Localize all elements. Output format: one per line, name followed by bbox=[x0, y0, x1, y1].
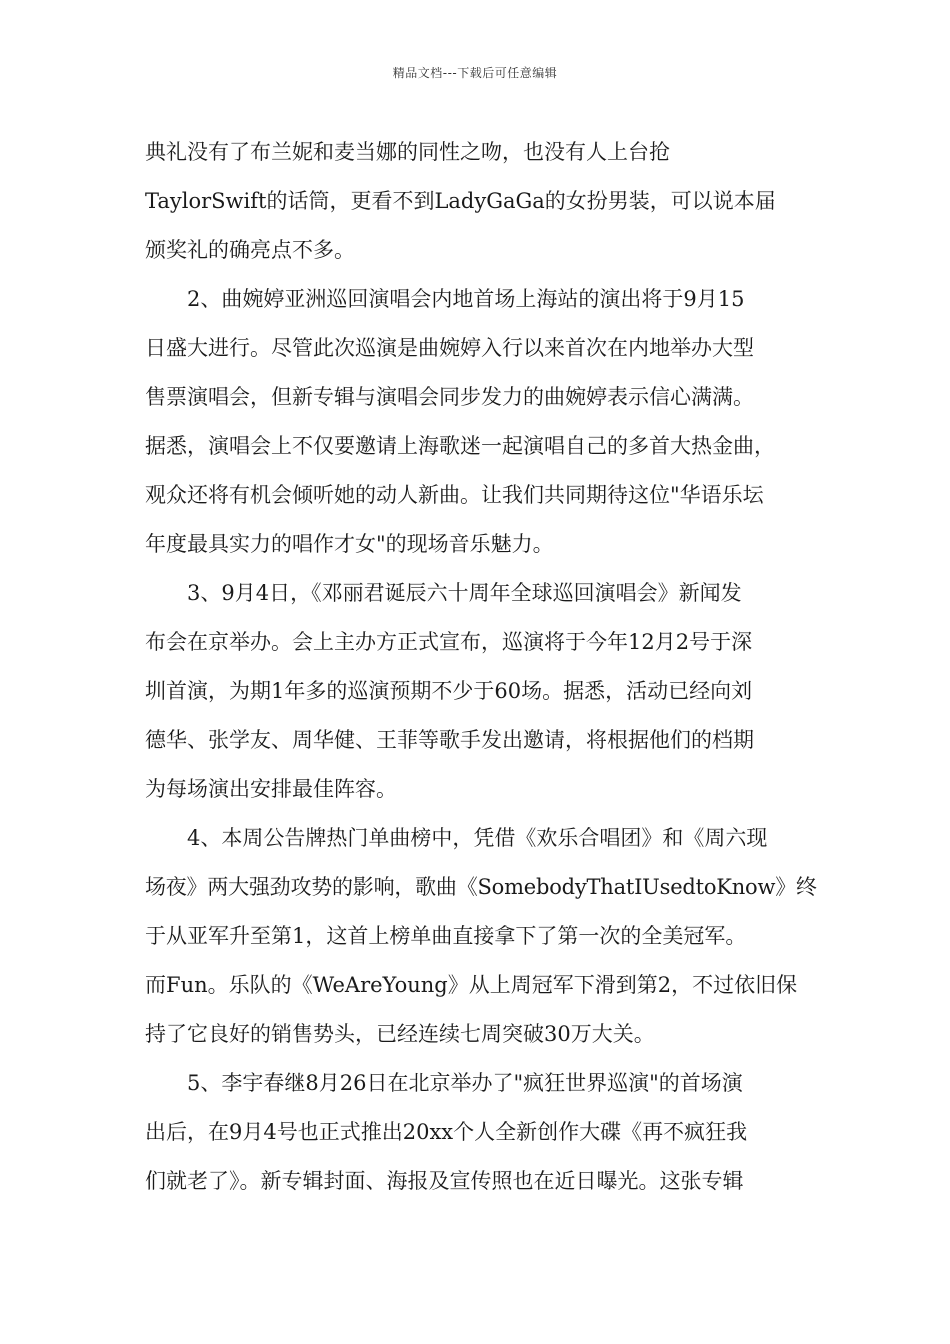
page-header: 精品文档---下载后可任意编辑 bbox=[392, 66, 558, 80]
text-line: 为每场演出安排最佳阵容。 bbox=[145, 777, 397, 801]
text-line: 年度最具实力的唱作才女"的现场音乐魅力。 bbox=[145, 532, 554, 556]
text-line: 场夜》两大强劲攻势的影响，歌曲《SomebodyThatIUsedtoKnow》终 bbox=[145, 875, 817, 899]
text-line: 德华、张学友、周华健、王菲等歌手发出邀请，将根据他们的档期 bbox=[145, 728, 754, 752]
text-line: 出后，在9月4号也正式推出20xx个人全新创作大碟《再不疯狂我 bbox=[145, 1120, 748, 1144]
text-line: 3、9月4日，《邓丽君诞辰六十周年全球巡回演唱会》新闻发 bbox=[187, 581, 742, 605]
paragraph-2 bbox=[145, 275, 817, 569]
text-line: 典礼没有了布兰妮和麦当娜的同性之吻，也没有人上台抢 bbox=[145, 140, 670, 164]
paragraph-3 bbox=[145, 569, 817, 814]
text-line: 日盛大进行。尽管此次巡演是曲婉婷入行以来首次在内地举办大型 bbox=[145, 336, 754, 360]
paragraph-4 bbox=[145, 814, 817, 1059]
text-line: 而Fun。乐队的《WeAreYoung》从上周冠军下滑到第2，不过依旧保 bbox=[145, 973, 798, 997]
text-line: 颁奖礼的确亮点不多。 bbox=[145, 238, 355, 262]
document-body bbox=[145, 128, 817, 1206]
text-line: TaylorSwift的话筒，更看不到LadyGaGa的女扮男装，可以说本届 bbox=[145, 189, 776, 213]
text-line: 圳首演，为期1年多的巡演预期不少于60场。据悉，活动已经向刘 bbox=[145, 679, 753, 703]
text-line: 2、曲婉婷亚洲巡回演唱会内地首场上海站的演出将于9月15 bbox=[187, 287, 745, 311]
text-line: 观众还将有机会倾听她的动人新曲。让我们共同期待这位"华语乐坛 bbox=[145, 483, 764, 507]
text-line: 售票演唱会，但新专辑与演唱会同步发力的曲婉婷表示信心满满。 bbox=[145, 385, 754, 409]
text-line: 布会在京举办。会上主办方正式宣布，巡演将于今年12月2号于深 bbox=[145, 630, 753, 654]
paragraph-5 bbox=[145, 1059, 817, 1206]
text-line: 5、李宇春继8月26日在北京举办了"疯狂世界巡演"的首场演 bbox=[187, 1071, 743, 1095]
text-line: 4、本周公告牌热门单曲榜中，凭借《欢乐合唱团》和《周六现 bbox=[187, 826, 768, 850]
text-line: 据悉，演唱会上不仅要邀请上海歌迷一起演唱自己的多首大热金曲， bbox=[145, 434, 775, 458]
text-line: 持了它良好的销售势头，已经连续七周突破30万大关。 bbox=[145, 1022, 655, 1046]
paragraph-1 bbox=[145, 128, 817, 275]
text-line: 于从亚军升至第1，这首上榜单曲直接拿下了第一次的全美冠军。 bbox=[145, 924, 747, 948]
text-line: 们就老了》。新专辑封面、海报及宣传照也在近日曝光。这张专辑 bbox=[145, 1169, 744, 1193]
